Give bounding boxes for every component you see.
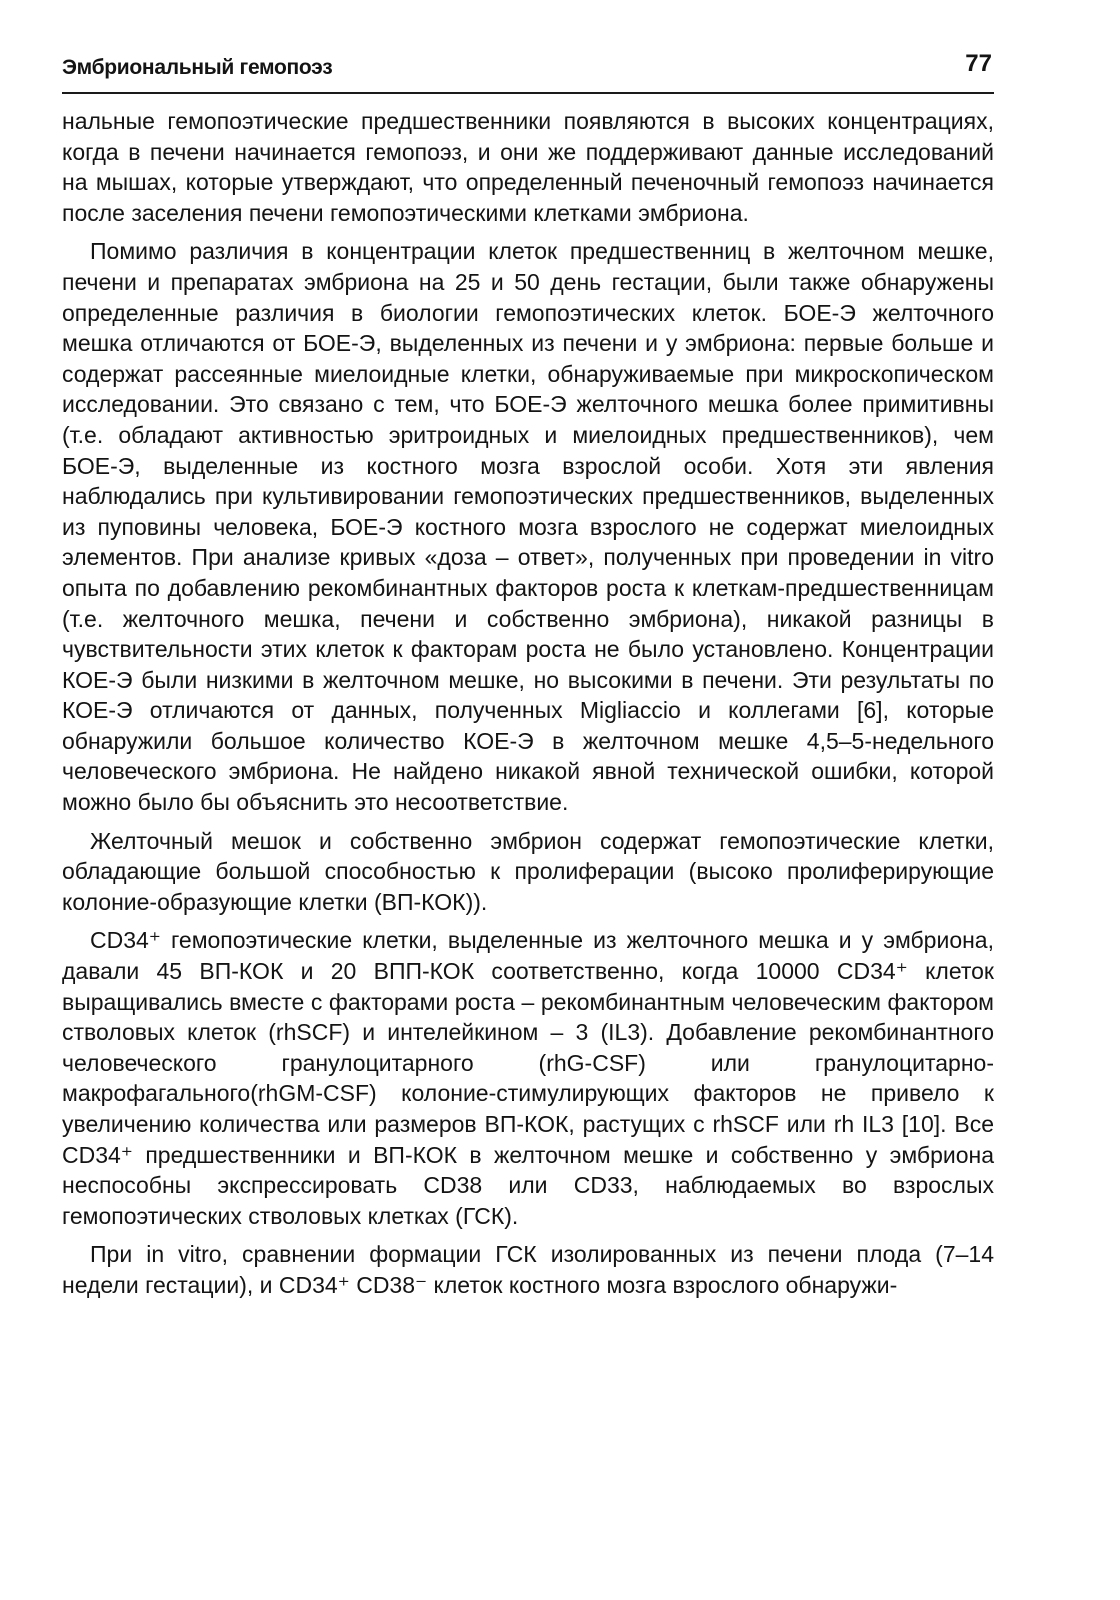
paragraph: Помимо различия в концентрации клеток предшественниц в желточном мешке, печени и препаратах эмбриона на 25 и 50 день гестации, были также обнаружены определенные различия в биологии гемопоэтических клеток. БОЕ-Э желточного мешка отличаются от БОЕ-Э, выделенных из печени и у эмбриона: первые больше и содержат рассеянные миелоидные клетки, обнаруживаемые при микроскопическом исследовании. Это связано с тем, что БОЕ-Э желточного мешка более примитивны (т.е. обладают активностью эритроидных и миелоидных предшественников), чем БОЕ-Э, выделенные из костного мозга взрослой особи. Хотя эти явления наблюдались при культивировании гемопоэтических предшественников, выделенных из пуповины человека, БОЕ-Э костного мозга взрослого не содержат миелоидных элементов. При анализе кривых «доза – ответ», полученных при проведении in vitro опыта по добавлению рекомбинантных факторов роста к клеткам-предшественницам (т.е. желточного мешка, печени и собственно эмбриона), никакой разницы в чувствительности этих клеток к факторам роста не было установлено. Концентрации КОЕ-Э были низкими в желточном мешке, но высокими в печени. Эти результаты по КОЕ-Э отличаются от данных, полученных Migliaccio и коллегами [6], которые обнаружили большое количество КОЕ-Э в желточном мешке 4,5–5-недельного человеческого эмбриона. Не найдено никакой явной технической ошибки, которой можно было бы объяснить это несоответствие. [62, 238, 994, 816]
paragraph: При in vitro, сравнении формации ГСК изолированных из печени плода (7–14 недели гестации), и CD34⁺ CD38⁻ клеток костного мозга взрослого обнаружи- [62, 1241, 994, 1298]
body-text [62, 106, 994, 1309]
paragraph-continued: нальные гемопоэтические предшественники появляются в высоких концентрациях, когда в печени начинается гемопоэз, и они же поддерживают данные исследований на мышах, которые утверждают, что определенный печеночный гемопоэз начинается после заселения печени гемопоэтическими клетками эмбриона. [62, 108, 994, 226]
page-number: 77 [965, 50, 992, 77]
paragraph: CD34⁺ гемопоэтические клетки, выделенные из желточного мешка и у эмбриона, давали 45 ВП-КОК и 20 ВПП-КОК соответственно, когда 10000 CD34⁺ клеток выращивались вместе с факторами роста – рекомбинантным человеческим фактором стволовых клеток (rhSCF) и интелейкином – 3 (IL3). Добавление рекомбинантного человеческого гранулоцитарного (rhG-CSF) или гранулоцитарно-макрофагального(rhGM-CSF) колоние-стимулирующих факторов не привело к увеличению количества или размеров ВП-КОК, растущих с rhSCF или rh IL3 [10]. Все CD34⁺ предшественники и ВП-КОК в желточном мешке и собственно у эмбриона неспособны экспрессировать CD38 или CD33, наблюдаемых во взрослых гемопоэтических стволовых клетках (ГСК). [62, 927, 994, 1229]
running-title: Эмбриональный гемопоэз [62, 56, 333, 79]
paragraph: Желточный мешок и собственно эмбрион содержат гемопоэтические клетки, обладающие большой способностью к пролиферации (высоко пролиферирующие колоние-образующие клетки (ВП-КОК)). [62, 827, 994, 915]
running-header [62, 48, 994, 94]
